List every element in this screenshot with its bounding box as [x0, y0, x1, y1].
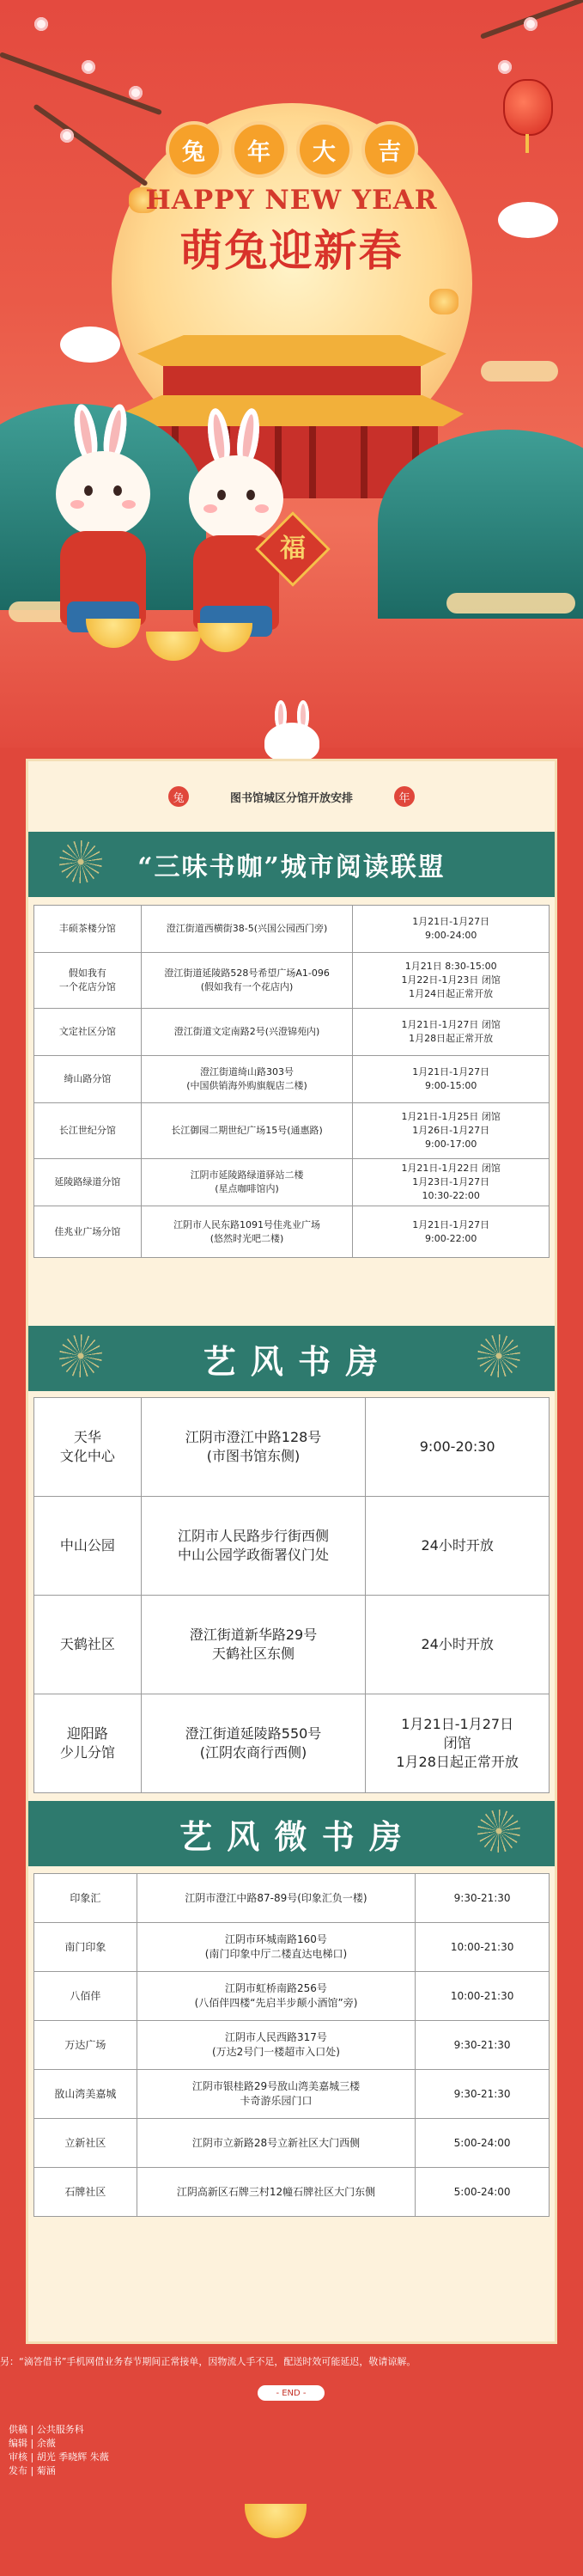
hero-title: 萌兔迎新春 — [179, 226, 404, 276]
branch-name-cell: 南门印象 — [34, 1923, 137, 1972]
table-row — [34, 1398, 550, 1497]
address-cell: 江阴市环城南路160号 (南门印象中厅二楼直达电梯口) — [137, 1923, 415, 1972]
address-cell: 长江御园二期世纪广场15号(通惠路) — [141, 1103, 353, 1159]
notice-bar — [28, 761, 555, 832]
hours-cell: 1月21日-1月27日 闭馆 1月28日起正常开放 — [353, 1009, 550, 1056]
plum-branch-left — [0, 52, 162, 115]
gold-ingot — [245, 2504, 307, 2538]
branch-name-cell: 绮山路分馆 — [34, 1056, 142, 1103]
notice-left-dot: 兔 — [168, 786, 189, 807]
badge-rabbit: 兔 — [169, 125, 219, 174]
fu-character: 福 — [280, 534, 306, 564]
branch-name-cell: 天华 文化中心 — [34, 1398, 142, 1497]
hours-cell: 5:00-24:00 — [416, 2168, 550, 2217]
table-sanwei — [33, 905, 550, 1258]
branch-name-cell: 中山公园 — [34, 1497, 142, 1596]
cloud — [481, 361, 558, 382]
table-row — [34, 953, 550, 1009]
table-row — [34, 1923, 550, 1972]
table-row — [34, 1972, 550, 2021]
table-row — [34, 1694, 550, 1793]
address-cell: 江阴市人民西路317号 (万达2号门一楼超市入口处) — [137, 2021, 415, 2070]
branch-name-cell: 文定社区分馆 — [34, 1009, 142, 1056]
table-row — [34, 1497, 550, 1596]
notice-title: 图书馆城区分馆开放安排 — [229, 791, 353, 805]
happy-new-year-text: HAPPY NEW YEAR — [145, 185, 438, 216]
address-cell: 江阴市澄江中路128号 (市图书馆东侧) — [141, 1398, 366, 1497]
branch-name-cell: 印象汇 — [34, 1874, 137, 1923]
section-title: “三味书咖”城市阅读联盟 — [137, 852, 446, 882]
hours-cell: 1月21日-1月27日 闭馆 1月28日起正常开放 — [366, 1694, 550, 1793]
hours-cell: 1月21日 8:30-15:00 1月22日-1月23日 闭馆 1月24日起正常开放 — [353, 953, 550, 1009]
address-cell: 澄江街道绮山路303号 (中国供销海外购旗舰店二楼) — [141, 1056, 353, 1103]
branch-name-cell: 假如我有 一个花店分馆 — [34, 953, 142, 1009]
cloud — [446, 593, 575, 613]
plum-blossom — [524, 17, 537, 31]
hours-cell: 1月21日-1月25日 闭馆 1月26日-1月27日 9:00-17:00 — [353, 1103, 550, 1159]
credit-line: 发布 | 菊涵 — [9, 2465, 56, 2476]
badge-lucky: 吉 — [365, 125, 415, 174]
hours-cell: 5:00-24:00 — [416, 2119, 550, 2168]
gold-ingot — [197, 623, 252, 652]
hours-cell: 10:00-21:30 — [416, 1923, 550, 1972]
table-row — [34, 1009, 550, 1056]
address-cell: 澄江街道西横街38-5(兴国公园西门旁) — [141, 906, 353, 953]
hours-cell: 9:30-21:30 — [416, 1874, 550, 1923]
section-banner-yifeng-micro — [28, 1801, 555, 1866]
branch-name-cell: 长江世纪分馆 — [34, 1103, 142, 1159]
hours-cell: 1月21日-1月27日 9:00-15:00 — [353, 1056, 550, 1103]
hero-banner — [0, 0, 583, 748]
table-row — [34, 2119, 550, 2168]
gold-ingot — [146, 632, 201, 661]
branch-name-cell: 延陵路绿道分馆 — [34, 1159, 142, 1206]
table-row — [34, 1159, 550, 1206]
notice-right-dot: 年 — [394, 786, 415, 807]
plum-blossom — [34, 17, 48, 31]
hours-cell: 9:30-21:30 — [416, 2070, 550, 2119]
section-banner-sanwei — [28, 832, 555, 897]
branch-name-cell: 石牌社区 — [34, 2168, 137, 2217]
section-banner-yifeng — [28, 1326, 555, 1391]
section-title: 艺 风 书 房 — [203, 1341, 380, 1381]
branch-name-cell: 敔山湾美嘉城 — [34, 2070, 137, 2119]
firework-icon — [59, 840, 102, 883]
hours-cell: 9:00-20:30 — [366, 1398, 550, 1497]
gold-ingot — [86, 619, 141, 648]
branch-name-cell: 天鹤社区 — [34, 1596, 142, 1694]
table-row — [34, 2021, 550, 2070]
branch-name-cell: 丰硕茶楼分馆 — [34, 906, 142, 953]
flying-rabbit — [60, 327, 120, 363]
address-cell: 江阴市银桂路29号敔山湾美嘉城三楼 卡奇游乐园门口 — [137, 2070, 415, 2119]
hours-cell: 24小时开放 — [366, 1497, 550, 1596]
firework-icon — [477, 1810, 520, 1853]
address-cell: 澄江街道文定南路2号(兴澄锦苑内) — [141, 1009, 353, 1056]
rabbit-character-left — [52, 404, 155, 636]
branch-name-cell: 万达广场 — [34, 2021, 137, 2070]
address-cell: 澄江街道延陵路528号希望广场A1-096 (假如我有一个花店内) — [141, 953, 353, 1009]
peeking-bunny — [258, 700, 326, 760]
address-cell: 澄江街道延陵路550号 (江阴农商行西侧) — [141, 1694, 366, 1793]
address-cell: 江阴高新区石牌三村12幢石牌社区大门东侧 — [137, 2168, 415, 2217]
branch-name-cell: 八佰伴 — [34, 1972, 137, 2021]
table-row — [34, 1056, 550, 1103]
branch-name-cell: 佳兆业广场分馆 — [34, 1206, 142, 1258]
table-row — [34, 1596, 550, 1694]
firework-icon — [477, 1334, 520, 1377]
hours-cell: 24小时开放 — [366, 1596, 550, 1694]
badge-row — [0, 125, 583, 174]
plum-blossom — [82, 60, 95, 74]
table-row — [34, 1206, 550, 1258]
address-cell: 江阴市人民东路1091号佳兆业广场 (悠然时光吧二楼) — [141, 1206, 353, 1258]
plum-blossom — [129, 86, 143, 100]
credit-line: 审核 | 胡光 季晓辉 朱薇 — [9, 2451, 109, 2463]
address-cell: 江阴市虹桥南路256号 (八佰伴四楼“先启半步颠小酒馆”旁) — [137, 1972, 415, 2021]
address-cell: 澄江街道新华路29号 天鹤社区东侧 — [141, 1596, 366, 1694]
sky-lantern — [429, 289, 459, 314]
address-cell: 江阴市澄江中路87-89号(印象汇负一楼) — [137, 1874, 415, 1923]
branch-name-cell: 立新社区 — [34, 2119, 137, 2168]
table-row — [34, 906, 550, 953]
branch-name-cell: 迎阳路 少儿分馆 — [34, 1694, 142, 1793]
end-mark: - END - — [258, 2385, 325, 2401]
hours-cell: 1月21日-1月22日 闭馆 1月23日-1月27日 10:30-22:00 — [353, 1159, 550, 1206]
table-row — [34, 2168, 550, 2217]
hours-cell: 1月21日-1月27日 9:00-24:00 — [353, 906, 550, 953]
credit-line: 编辑 | 余薇 — [9, 2438, 56, 2449]
footer-note: 另：“滴答借书”手机网借业务春节期间正常接单，因物流人手不足，配送时效可能延迟，敬请谅解。 — [0, 2356, 416, 2367]
table-row — [34, 1103, 550, 1159]
address-cell: 江阴市立新路28号立新社区大门西侧 — [137, 2119, 415, 2168]
badge-year: 年 — [234, 125, 284, 174]
section-title: 艺 风 微 书 房 — [179, 1816, 404, 1856]
hours-cell: 10:00-21:30 — [416, 1972, 550, 2021]
credit-line: 供稿 | 公共服务科 — [9, 2424, 84, 2435]
hours-cell: 1月21日-1月27日 9:00-22:00 — [353, 1206, 550, 1258]
firework-icon — [59, 1334, 102, 1377]
table-row — [34, 2070, 550, 2119]
table-yifeng — [33, 1397, 550, 1793]
plum-blossom — [498, 60, 512, 74]
schedule-card — [26, 759, 557, 2344]
table-row — [34, 1874, 550, 1923]
hours-cell: 9:30-21:30 — [416, 2021, 550, 2070]
table-yifeng-micro — [33, 1873, 550, 2217]
address-cell: 江阴市人民路步行街西侧 中山公园学政衙署仪门处 — [141, 1497, 366, 1596]
address-cell: 江阴市延陵路绿道驿站二楼 (星点咖啡馆内) — [141, 1159, 353, 1206]
badge-big: 大 — [300, 125, 349, 174]
credits — [9, 2423, 109, 2478]
